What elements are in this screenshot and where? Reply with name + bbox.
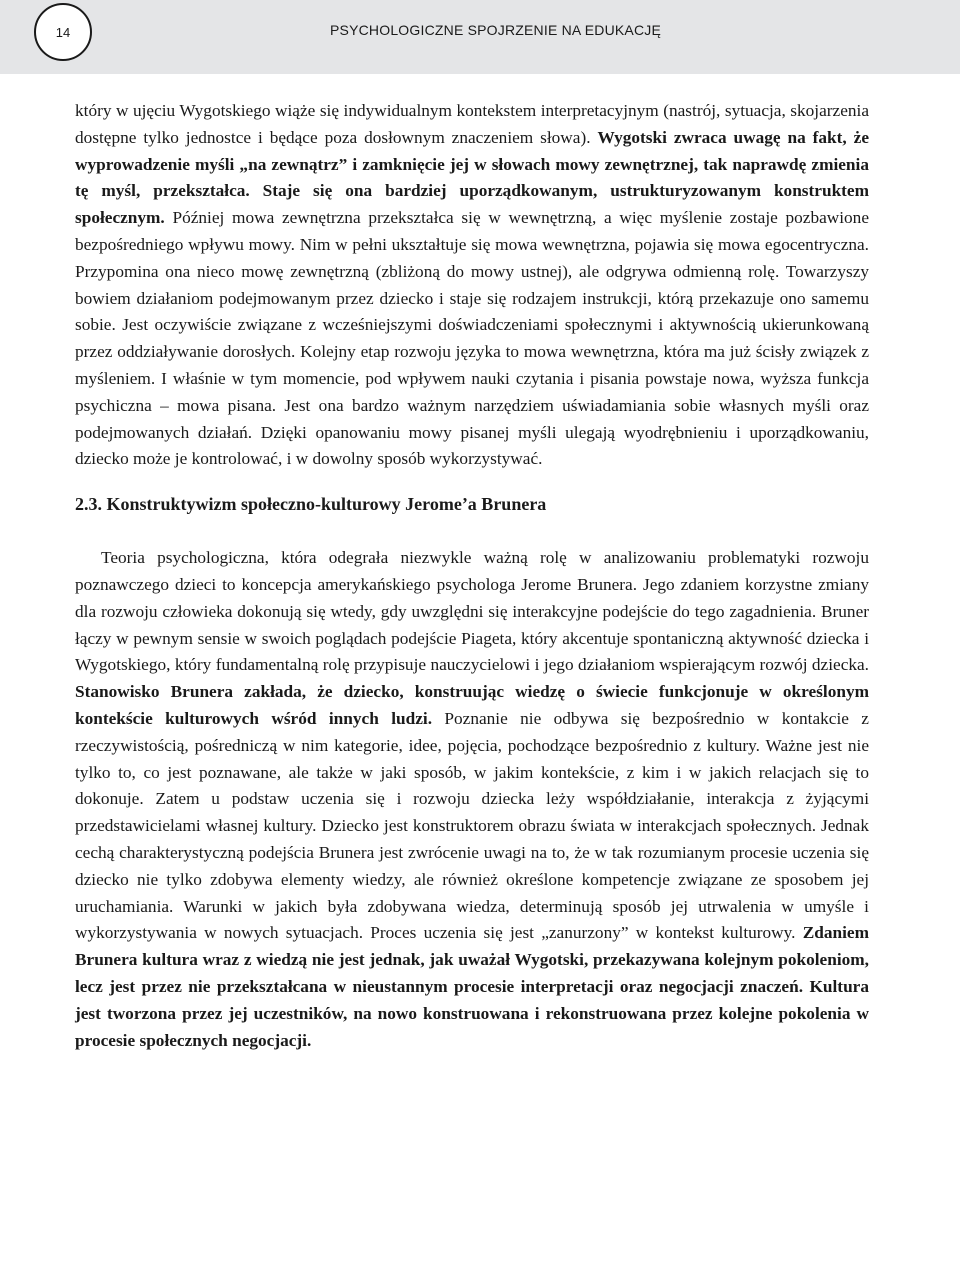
bold-passage: Stanowisko Brunera zakłada, że dziecko, konstruując wiedzę o świecie funkcjonuje w określonym kontekście kulturowych wśród innych ludzi. [75, 682, 869, 728]
paragraph-text: który w ujęciu Wygotskiego wiąże się indywidualnym kontekstem interpretacyjnym (nastrój, sytuacja, skojarzenia dostępne tylko jednostce i będące poza dosłownym znaczeniem słowa). [75, 101, 869, 147]
paragraph-wygotski [75, 98, 869, 473]
page-body [75, 98, 869, 1054]
page-number: 14 [34, 3, 92, 61]
paragraph-text: Teoria psychologiczna, która odegrała niezwykle ważną rolę w analizowaniu problematyki rozwoju poznawczego dzieci to koncepcja amerykańskiego psychologa Jerome Brunera. Jego zdaniem korzystne zmiany dla rozwoju człowieka dokonują się wtedy, gdy uwzględni się interakcyjne podejście do tego zagadnienia. Bruner łączy w pewnym sensie w swoich poglądach podejście Piageta, który akcentuje spontaniczną aktywność dziecka i Wygotskiego, który fundamentalną rolę przypisuje nauczycielowi i jego działaniom wspierającym rozwój dziecka. [75, 548, 869, 675]
section-heading: 2.3. Konstruktywizm społeczno-kulturowy Jerome’a Brunera [75, 494, 547, 515]
page-header [0, 0, 960, 74]
running-title: PSYCHOLOGICZNE SPOJRZENIE NA EDUKACJĘ [330, 22, 662, 38]
paragraph-text: Później mowa zewnętrzna przekształca się w wewnętrzną, a więc myślenie zostaje pozbawione bezpośredniego wpływu mowy. Nim w pełni ukształtuje się mowa wewnętrzna, pojawia się mowa egocentryczna. Przypomina ona nieco mowę zewnętrzną (zbliżoną do mowy ustnej), ale odgrywa odmienną rolę. Towarzyszy bowiem działaniom podejmowanym przez dziecko i staje się rodzajem instrukcji, którą przekazuje ono samemu sobie. Jest oczywiście związane z wcześniejszymi doświadczeniami społecznymi i aktywnością ukierunkowaną przez oddziaływanie dorosłych. Kolejny etap rozwoju języka to mowa wewnętrzna, która ma już ścisły związek z myśleniem. I właśnie w tym momencie, pod wpływem nauki czytania i pisania powstaje nowa, wyższa funkcja psychiczna – mowa pisana. Jest ona bardzo ważnym narzędziem uświadamiania sobie własnych myśli oraz podejmowanych działań. Dzięki opanowaniu mowy pisanej myśli ulegają wyodrębnieniu i uporządkowaniu, dziecko może je kontrolować, i w dowolny sposób wykorzystywać. [75, 208, 869, 469]
paragraph-text: Poznanie nie odbywa się bezpośrednio w kontakcie z rzeczywistością, pośredniczą w nim kategorie, idee, pojęcia, pochodzące bezpośrednio z kultury. Ważne jest nie tylko to, co jest poznawane, ale także w jaki sposób, w jakim kontekście, z kim i w jakich relacjach się to dokonuje. Zatem u podstaw uczenia się i rozwoju dziecka leży współdziałanie, interakcja z żyjącymi przedstawicielami własnej kultury. Dziecko jest konstruktorem obrazu świata w interakcjach społecznych. Jednak cechą charakterystyczną podejścia Brunera jest zwrócenie uwagi na to, że w tak rozumianym procesie uczenia się dziecko nie tylko zdobywa elementy wiedzy, ale również określone kompetencje związane ze sposobem jej uruchamiania. Warunki w jakich była zdobywana wiedza, determinują sposób jej utrwalenia w umyśle i wykorzystywania w nowych sytuacjach. Proces uczenia się jest „zanurzony” w kontekst kulturowy. [75, 708, 869, 943]
bold-passage: Zdaniem Brunera kultura wraz z wiedzą nie jest jednak, jak uważał Wygotski, przekazywana kolejnym pokoleniom, lecz jest przez nie przekształcana w nieustannym procesie interpretacji oraz negocjacji znaczeń. Kultura jest tworzona przez jej uczestników, na nowo konstruowana i rekonstruowana przez kolejne pokolenia w procesie społecznych negocjacji. [75, 923, 869, 1050]
paragraph-bruner [75, 545, 869, 1054]
bold-passage: Wygotski zwraca uwagę na fakt, że wyprowadzenie myśli „na zewnątrz” i zamknięcie jej w słowach mowy zewnętrznej, tak naprawdę zmienia tę myśl, przekształca. Staje się ona bardziej uporządkowanym, ustrukturyzowanym konstruktem społecznym. [75, 127, 870, 228]
